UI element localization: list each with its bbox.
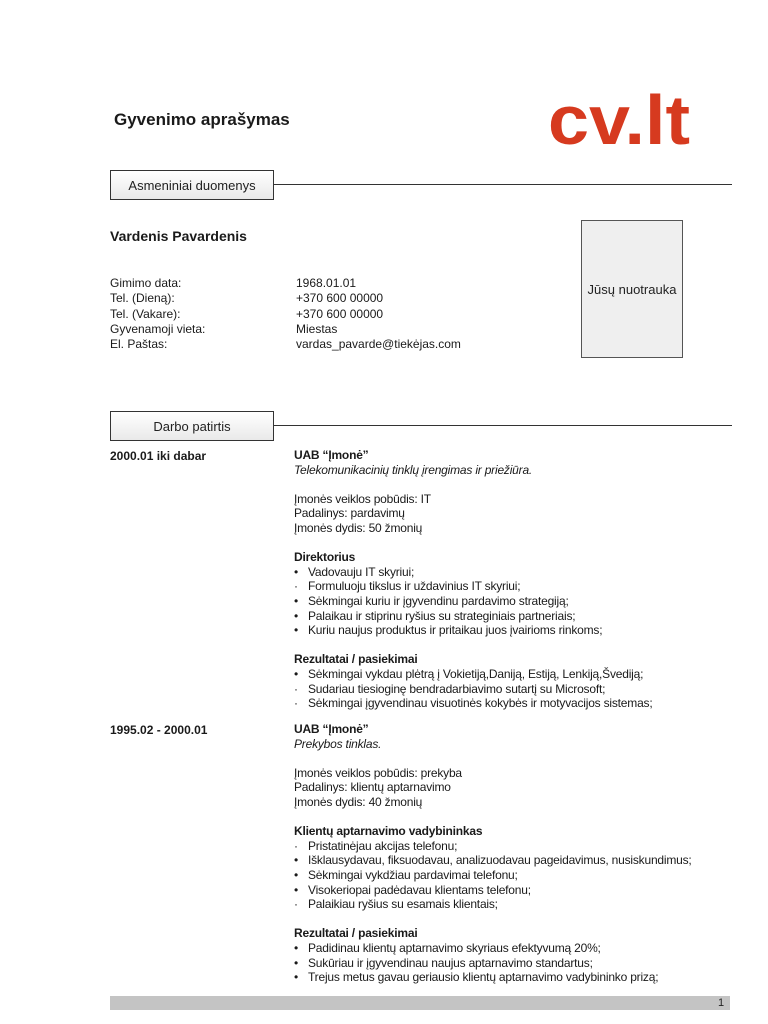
result-item <box>294 667 744 682</box>
photo-placeholder <box>581 220 683 358</box>
section-divider <box>274 425 732 426</box>
phone-day-label: Tel. (Dieną): <box>110 291 175 306</box>
result-text: Trejus metus gavau geriausio klientų aptarnavimo vadybininko prizą; <box>308 970 659 985</box>
email-value: vardas_pavarde@tiekėjas.com <box>296 337 461 352</box>
bullet-icon: • <box>294 882 299 897</box>
duty-item <box>294 897 744 912</box>
footer-bar <box>110 996 730 1010</box>
job-detail: Įmonės dydis: 50 žmonių <box>294 520 423 535</box>
job-detail: Padalinys: pardavimų <box>294 506 405 521</box>
bullet-icon: · <box>294 696 298 711</box>
job-description: Telekomunikacinių tinklų įrengimas ir priežiūra. <box>294 462 533 477</box>
job-role: Direktorius <box>294 550 356 565</box>
bullet-icon: · <box>294 579 298 594</box>
duty-item <box>294 623 744 638</box>
personal-data-values <box>296 276 461 352</box>
bullet-icon: • <box>294 867 299 882</box>
result-item <box>294 696 744 711</box>
duty-text: Visokeriopai padėdavau klientams telefonu; <box>308 882 531 897</box>
job-detail: Įmonės veiklos pobūdis: prekyba <box>294 765 462 780</box>
result-text: Sudariau tiesioginę bendradarbiavimo sutartį su Microsoft; <box>308 681 606 696</box>
section-work-experience <box>110 411 274 441</box>
result-item <box>294 682 744 697</box>
duty-text: Palaikiau ryšius su esamais klientais; <box>308 897 498 912</box>
bullet-icon: • <box>294 608 299 623</box>
logo-text: cv.lt <box>548 84 690 148</box>
result-text: Sėkmingai vykdau plėtrą į Vokietiją,Daniją, Estiją, Lenkiją,Švediją; <box>308 666 644 681</box>
section-personal-data <box>110 170 274 200</box>
personal-data-labels <box>110 276 205 352</box>
duty-text: Išklausydavau, fiksuodavau, analizuodavau pageidavimus, nusiskundimus; <box>308 853 692 868</box>
bullet-icon: • <box>294 666 299 681</box>
residence-value: Miestas <box>296 321 338 336</box>
bullet-icon: • <box>294 853 299 868</box>
job-entry <box>294 448 744 711</box>
duty-text: Sėkmingai kuriu ir įgyvendinu pardavimo strategiją; <box>308 593 569 608</box>
duty-item <box>294 839 744 854</box>
job-description: Prekybos tinklas. <box>294 736 382 751</box>
result-text: Padidinau klientų aptarnavimo skyriaus efektyvumą 20%; <box>308 940 601 955</box>
duty-item <box>294 565 744 580</box>
bullet-icon: · <box>294 897 298 912</box>
job-detail: Įmonės veiklos pobūdis: IT <box>294 491 431 506</box>
duty-text: Pristatinėjau akcijas telefonu; <box>308 838 458 853</box>
email-label: El. Paštas: <box>110 337 168 352</box>
residence-label: Gyvenamoji vieta: <box>110 321 206 336</box>
job-period: 1995.02 - 2000.01 <box>110 723 208 737</box>
job-detail: Padalinys: klientų aptarnavimo <box>294 780 451 795</box>
job-company: UAB “Įmonė” <box>294 722 369 736</box>
duty-text: Sėkmingai vykdžiau pardavimai telefonu; <box>308 867 518 882</box>
phone-evening-value: +370 600 00000 <box>296 306 384 321</box>
result-item <box>294 970 744 985</box>
duty-item <box>294 883 744 898</box>
results-title: Rezultatai / pasiekimai <box>294 652 418 667</box>
duty-item <box>294 609 744 624</box>
person-name: Vardenis Pavardenis <box>110 228 247 244</box>
phone-day-value: +370 600 00000 <box>296 291 384 306</box>
bullet-icon: • <box>294 623 299 638</box>
duty-text: Vadovauju IT skyriui; <box>308 564 415 579</box>
section-work-experience-label: Darbo patirtis <box>153 418 231 434</box>
result-text: Sėkmingai įgyvendinau visuotinės kokybės ir motyvacijos sistemas; <box>308 696 653 711</box>
page-title: Gyvenimo aprašymas <box>114 110 290 129</box>
bullet-icon: · <box>294 838 298 853</box>
job-detail: Įmonės dydis: 40 žmonių <box>294 794 423 809</box>
result-item <box>294 956 744 971</box>
job-role: Klientų aptarnavimo vadybininkas <box>294 824 483 839</box>
result-text: Sukūriau ir įgyvendinau naujus aptarnavimo standartus; <box>308 955 593 970</box>
birth-date-label: Gimimo data: <box>110 276 182 290</box>
page-number: 1 <box>718 997 725 1009</box>
duty-text: Formuluoju tikslus ir uždavinius IT skyriui; <box>308 579 521 594</box>
section-personal-data-label: Asmeniniai duomenys <box>128 177 256 193</box>
bullet-icon: • <box>294 564 299 579</box>
bullet-icon: • <box>294 955 299 970</box>
bullet-icon: • <box>294 940 299 955</box>
bullet-icon: • <box>294 970 299 985</box>
results-title: Rezultatai / pasiekimai <box>294 926 418 941</box>
duty-text: Kuriu naujus produktus ir pritaikau juos įvairioms rinkoms; <box>308 623 603 638</box>
bullet-icon: • <box>294 593 299 608</box>
duty-item <box>294 594 744 609</box>
section-divider <box>274 184 732 185</box>
phone-evening-label: Tel. (Vakare): <box>110 306 181 321</box>
cv-lt-logo <box>548 84 690 148</box>
duty-text: Palaikau ir stiprinu ryšius su strateginiais partneriais; <box>308 608 576 623</box>
job-entry <box>294 722 744 985</box>
job-company: UAB “Įmonė” <box>294 448 369 462</box>
bullet-icon: · <box>294 681 298 696</box>
result-item <box>294 941 744 956</box>
duty-item <box>294 579 744 594</box>
job-period: 2000.01 iki dabar <box>110 449 207 463</box>
birth-date-value: 1968.01.01 <box>296 276 357 290</box>
duty-item <box>294 853 744 868</box>
photo-placeholder-label: Jūsų nuotrauka <box>587 281 677 297</box>
duty-item <box>294 868 744 883</box>
